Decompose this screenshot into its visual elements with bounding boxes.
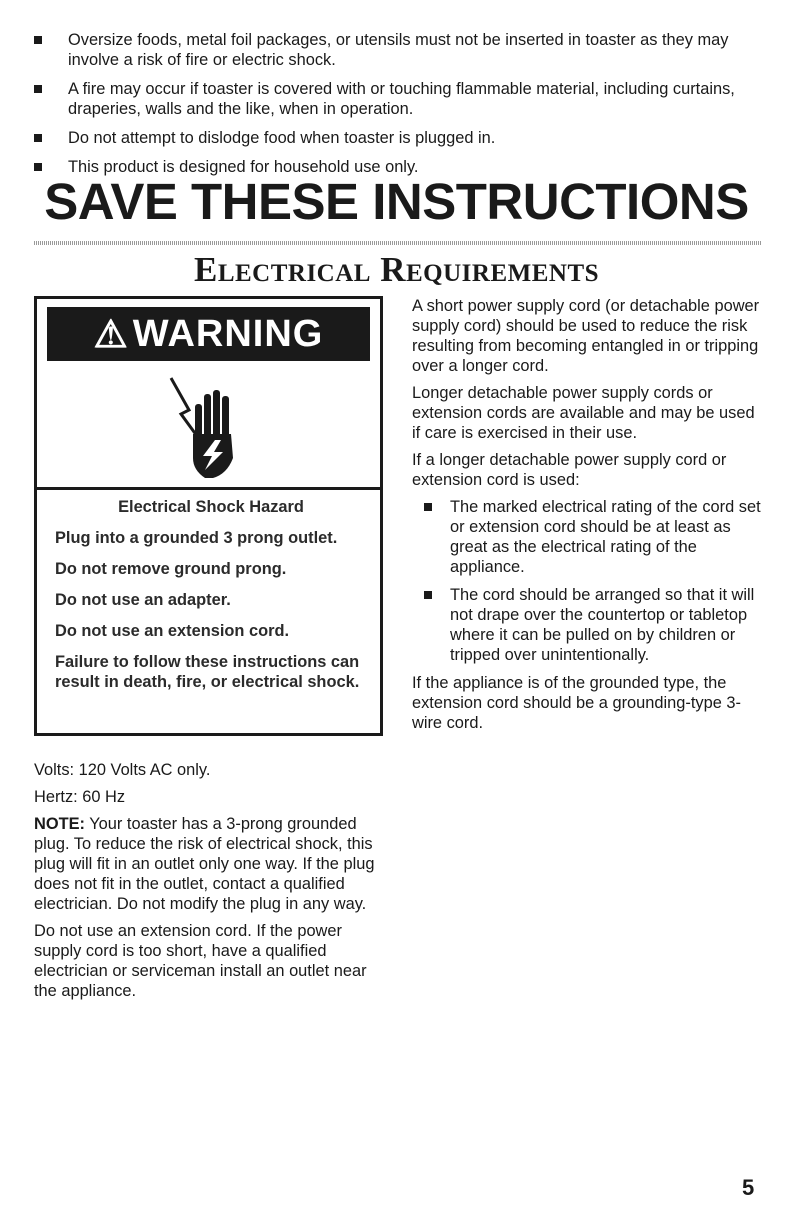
warning-box bbox=[34, 296, 383, 736]
warning-triangle-icon: ⚠ bbox=[93, 313, 129, 356]
page-number: 5 bbox=[742, 1175, 755, 1200]
square-bullet-icon bbox=[34, 36, 42, 44]
warning-banner bbox=[47, 307, 370, 361]
section-divider bbox=[34, 241, 761, 245]
note-text: Your toaster has a 3-prong grounded plug. To reduce the risk of electrical shock, this plug will fit in an outlet only one way. If the plug does not fit in the outlet, contact a qualified electrician. Do not modify the plug in any way. bbox=[34, 815, 375, 913]
square-bullet-icon bbox=[34, 163, 42, 171]
paragraph: If the appliance is of the grounded type, the extension cord should be a grounding-type 3-wire cord. bbox=[412, 674, 741, 732]
section-title: Electrical Requirements bbox=[193, 250, 600, 289]
square-bullet-icon bbox=[424, 503, 432, 511]
paragraph: A short power supply cord (or detachable power supply cord) should be used to reduce the risk resulting from becoming entangled in or tripping over a longer cord. bbox=[412, 297, 760, 375]
safety-bullet-text: A fire may occur if toaster is covered with or touching flammable material, including curtains, draperies, walls and the like, when in operation. bbox=[68, 80, 735, 118]
note-paragraph bbox=[34, 814, 389, 914]
safety-bullet-list bbox=[34, 30, 764, 186]
cord-bullet-text: The cord should be arranged so that it will not drape over the countertop or tabletop where it can be pulled on by children or tripped over unintentionally. bbox=[450, 586, 755, 664]
volts-spec: Volts: 120 Volts AC only. bbox=[34, 761, 211, 779]
cord-bullet bbox=[412, 585, 762, 665]
warning-divider bbox=[37, 487, 380, 490]
hertz-spec: Hertz: 60 Hz bbox=[34, 788, 126, 806]
paragraph: Longer detachable power supply cords or extension cords are available and may be used if care is exercised in their use. bbox=[412, 384, 755, 442]
warning-text bbox=[55, 497, 367, 703]
paragraph: If a longer detachable power supply cord or extension cord is used: bbox=[412, 451, 727, 489]
warning-line: Failure to follow these instructions can result in death, fire, or electrical shock. bbox=[55, 653, 360, 691]
warning-line: Do not remove ground prong. bbox=[55, 560, 287, 578]
warning-line: Plug into a grounded 3 prong outlet. bbox=[55, 529, 338, 547]
note-label: NOTE: bbox=[34, 815, 85, 833]
safety-bullet bbox=[34, 79, 764, 119]
electric-shock-hand-icon bbox=[167, 374, 247, 484]
warning-line: Do not use an extension cord. bbox=[55, 622, 290, 640]
safety-bullet-text: Oversize foods, metal foil packages, or utensils must not be inserted in toaster as they may involve a risk of fire or electric shock. bbox=[68, 31, 729, 69]
warning-line: Do not use an adapter. bbox=[55, 591, 231, 609]
square-bullet-icon bbox=[424, 591, 432, 599]
safety-bullet-text: Do not attempt to dislodge food when toaster is plugged in. bbox=[68, 129, 496, 147]
cord-bullet-list bbox=[412, 497, 762, 665]
save-instructions-heading: SAVE THESE INSTRUCTIONS bbox=[44, 173, 749, 230]
square-bullet-icon bbox=[34, 134, 42, 142]
safety-bullet bbox=[34, 30, 764, 70]
safety-bullet-text: This product is designed for household use only. bbox=[68, 158, 419, 176]
warning-label: WARNING bbox=[132, 312, 324, 355]
electrical-specs-column bbox=[34, 760, 389, 1008]
cord-guidance-column bbox=[412, 296, 762, 740]
extension-paragraph: Do not use an extension cord. If the power supply cord is too short, have a qualified electrician or serviceman install an outlet near the appliance. bbox=[34, 922, 367, 1000]
square-bullet-icon bbox=[34, 85, 42, 93]
safety-bullet bbox=[34, 128, 764, 148]
hazard-title: Electrical Shock Hazard bbox=[118, 498, 304, 516]
cord-bullet-text: The marked electrical rating of the cord set or extension cord should be at least as great as the electrical rating of the appliance. bbox=[450, 498, 761, 576]
cord-bullet bbox=[412, 497, 762, 577]
